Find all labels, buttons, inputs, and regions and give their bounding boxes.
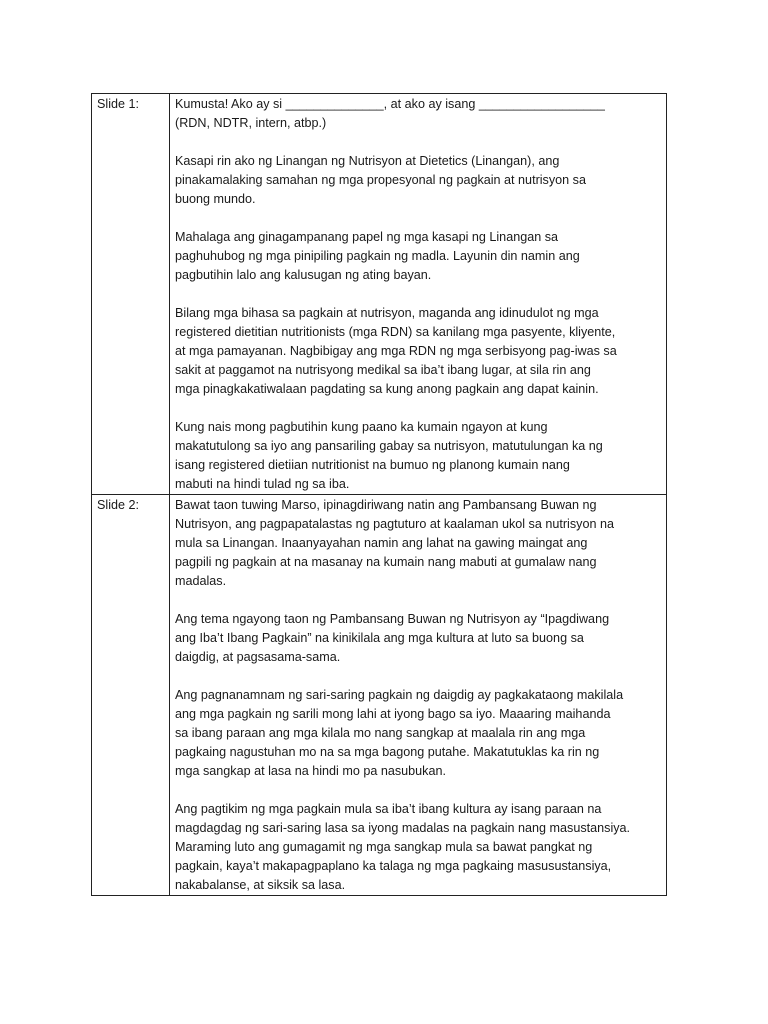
text-line: daigdig, at pagsasama-sama.	[175, 650, 341, 664]
text-line: ang mga pagkain ng sarili mong lahi at iyong bago sa iyo. Maaaring maihanda	[175, 707, 611, 721]
paragraph	[175, 152, 662, 209]
text-line: Kasapi rin ako ng Linangan ng Nutrisyon at Dietetics (Linangan), ang	[175, 154, 560, 168]
text-line: paghuhubog ng mga pinipiling pagkain ng madla. Layunin din namin ang	[175, 249, 580, 263]
text-line: pagkaing nagustuhan mo na sa mga bagong putahe. Makatutuklas ka rin ng	[175, 745, 600, 759]
paragraph	[175, 496, 662, 591]
text-line: pagpili ng pagkain at na masanay na kumain nang mabuti at gumalaw nang	[175, 555, 597, 569]
slide-label: Slide 1:	[92, 94, 170, 495]
text-line: mga pinagkakatiwalaan pagdating sa kung anong pagkain ang dapat kainin.	[175, 382, 599, 396]
text-line: Maraming luto ang gumagamit ng mga sangkap mula sa bawat pangkat ng	[175, 840, 593, 854]
text-line: at mga pamayanan. Nagbibigay ang mga RDN ng mga serbisyong pag-iwas sa	[175, 344, 617, 358]
text-line: pinakamalaking samahan ng mga propesyonal ng pagkain at nutrisyon sa	[175, 173, 586, 187]
paragraph	[175, 610, 662, 667]
text-line: Bawat taon tuwing Marso, ipinagdiriwang natin ang Pambansang Buwan ng	[175, 498, 597, 512]
text-line: isang registered dietiian nutritionist na bumuo ng planong kumain nang	[175, 458, 570, 472]
text-line: Kumusta! Ako ay si ______________, at ako ay isang __________________	[175, 97, 605, 111]
table-body	[92, 94, 667, 896]
text-line: magdagdag ng sari-saring lasa sa iyong madalas na pagkain nang masustansiya.	[175, 821, 631, 835]
text-line: Ang tema ngayong taon ng Pambansang Buwan ng Nutrisyon ay “Ipagdiwang	[175, 612, 610, 626]
text-line: makatutulong sa iyo ang pansariling gabay sa nutrisyon, matutulungan ka ng	[175, 439, 603, 453]
text-line: Mahalaga ang ginagampanang papel ng mga kasapi ng Linangan sa	[175, 230, 559, 244]
slide-label: Slide 2:	[92, 495, 170, 896]
text-line: Kung nais mong pagbutihin kung paano ka kumain ngayon at kung	[175, 420, 548, 434]
text-line: pagbutihin lalo ang kalusugan ng ating bayan.	[175, 268, 432, 282]
paragraph	[175, 418, 662, 494]
text-line: Ang pagtikim ng mga pagkain mula sa iba’t ibang kultura ay isang paraan na	[175, 802, 602, 816]
slide-script-table	[91, 93, 667, 896]
text-line: mga sangkap at lasa na hindi mo pa nasubukan.	[175, 764, 446, 778]
text-line: Ang pagnanamnam ng sari-saring pagkain ng daigdig ay pagkakataong makilala	[175, 688, 624, 702]
text-line: mabuti na hindi tulad ng sa iba.	[175, 477, 350, 491]
text-line: mula sa Linangan. Inaanyayahan namin ang lahat na gawing maingat ang	[175, 536, 588, 550]
text-line: ang Iba’t Ibang Pagkain” na kinikilala ang mga kultura at luto sa buong sa	[175, 631, 584, 645]
paragraph	[175, 304, 662, 399]
text-line: madalas.	[175, 574, 227, 588]
paragraph	[175, 686, 662, 781]
text-line: registered dietitian nutritionists (mga RDN) sa kanilang mga pasyente, kliyente,	[175, 325, 616, 339]
text-line: buong mundo.	[175, 192, 256, 206]
paragraph	[175, 228, 662, 285]
paragraph	[175, 800, 662, 895]
text-line: sa ibang paraan ang mga kilala mo nang sangkap at maalala rin ang mga	[175, 726, 586, 740]
paragraph	[175, 95, 662, 133]
table-row	[92, 94, 667, 495]
text-line: nakabalanse, at siksik sa lasa.	[175, 878, 346, 892]
text-line: Bilang mga bihasa sa pagkain at nutrisyon, maganda ang idinudulot ng mga	[175, 306, 599, 320]
slide-content	[170, 94, 667, 495]
table-row	[92, 495, 667, 896]
text-line: (RDN, NDTR, intern, atbp.)	[175, 116, 327, 130]
text-line: pagkain, kaya’t makapagpaplano ka talaga ng mga pagkaing masusustansiya,	[175, 859, 612, 873]
text-line: Nutrisyon, ang pagpapatalastas ng pagtuturo at kaalaman ukol sa nutrisyon na	[175, 517, 614, 531]
text-line: sakit at paggamot na nutrisyong medikal sa iba’t ibang lugar, at sila rin ang	[175, 363, 591, 377]
slide-content	[170, 495, 667, 896]
